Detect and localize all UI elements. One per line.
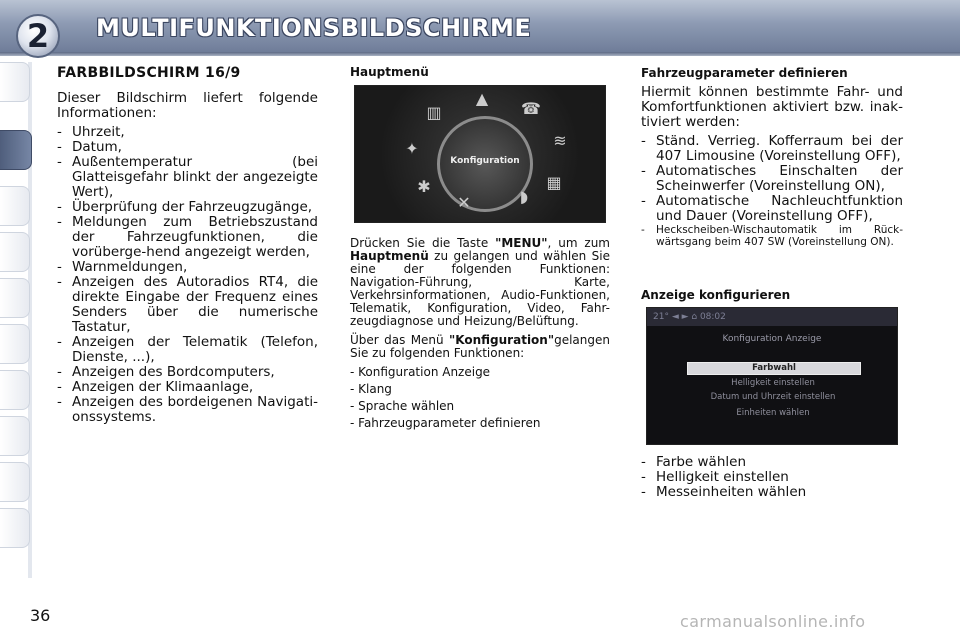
chapter-tab-9[interactable] [0, 462, 30, 502]
tools-icon: ✕ [457, 193, 471, 212]
list-item: - Anzeigen der Klimaanlage, [57, 380, 318, 395]
list-item: - Datum, [57, 140, 318, 155]
chapter-tab-6[interactable] [0, 324, 30, 364]
list-item: - Warnmeldungen, [57, 260, 318, 275]
list-item: - Ständ. Verrieg. Kofferraum bei der 407 Limousine (Voreinstellung OFF), [641, 134, 903, 164]
list-item: - Anzeigen der Telematik (Telefon, Dienste, ...), [57, 335, 318, 365]
menu-instructions [350, 237, 610, 328]
screen-status-bar: 21° ◄ ► ⌂ 08:02 [647, 308, 897, 326]
list-item: - Anzeigen des Bordcomputers, [57, 365, 318, 380]
chapter-tabs [0, 62, 34, 578]
section-title-fahrzeugparameter: Fahrzeugparameter definieren [641, 66, 848, 80]
phone-icon: ☎ [521, 99, 541, 118]
display-config-screenshot [646, 307, 898, 445]
speaker-icon: ◗ [519, 187, 529, 206]
list-item: - Automatisches Einschalten der Scheinwerfer (Voreinstellung ON), [641, 164, 903, 194]
list-item: - Außentemperatur (bei Glatteisgefahr blinkt der angezeigte Wert), [57, 155, 318, 200]
list-item: - Anzeigen des bordeigenen Navigati-onssystems. [57, 395, 318, 425]
text-run: Drücken Sie die Taste [350, 236, 496, 250]
main-menu-screenshot [354, 85, 606, 223]
chapter-tab-3[interactable] [0, 186, 30, 226]
konfiguration-term: "Konfiguration" [449, 333, 555, 347]
list-item: - Heckscheiben-Wischautomatik im Rück-wärtsgang beim 407 SW (Voreinstellung ON). [641, 224, 903, 248]
config-instructions [350, 334, 610, 360]
list-item: - Farbe wählen [641, 455, 903, 470]
info-list [57, 125, 318, 425]
chapter-tab-8[interactable] [0, 416, 30, 456]
list-item: - Klang [350, 382, 392, 396]
fahrzeugparameter-intro: Hiermit können bestimmte Fahr- und Komfortfunktionen aktiviert bzw. inak-tiviert werden: [641, 84, 903, 130]
text-run: Über das Menü [350, 333, 450, 347]
page-number: 36 [30, 606, 51, 625]
list-item: - Anzeigen des Autoradios RT4, die direkte Eingabe der Frequenz eines Senders über die numerische Tastatur, [57, 275, 318, 335]
chapter-tab-7[interactable] [0, 370, 30, 410]
screen-option: Einheiten wählen [736, 408, 810, 418]
chapter-tab-1[interactable] [0, 62, 30, 102]
display-icon: ▦ [546, 173, 562, 192]
screen-menu-title: Konfiguration Anzeige [722, 334, 822, 344]
header-underline [0, 52, 960, 56]
menu-key-label: "MENU" [495, 236, 548, 250]
list-item: - Fahrzeugparameter definieren [350, 416, 541, 430]
list-item: - Konfiguration Anzeige [350, 365, 491, 379]
text-run: zu gelangen und wählen Sie eine der folgenden Funktionen: Navigation-Führung, Karte, Verkehrsinformationen, Audio-Funktionen, Telematik, Konfiguration, Video, Fahr-zeugdiagnose und Heizung/Belüftung. [350, 249, 610, 328]
chapter-tab-5[interactable] [0, 278, 30, 318]
display-options-list [641, 455, 903, 500]
list-item: - Helligkeit einstellen [641, 470, 903, 485]
screen-option-selected: Farbwahl [687, 362, 861, 375]
chapter-tab-2-active[interactable] [0, 130, 32, 170]
section-title-anzeige: Anzeige konfigurieren [641, 288, 791, 302]
intro-text: Dieser Bildschirm liefert folgende Informationen: [57, 90, 318, 121]
chapter-title: MULTIFUNKTIONSBILDSCHIRME [96, 14, 532, 42]
list-item: - Messeinheiten wählen [641, 485, 903, 500]
hauptmenu-term: Hauptmenü [350, 249, 429, 263]
column-fahrzeugparameter [641, 66, 903, 500]
warning-icon: ▲ [475, 89, 489, 108]
column-hauptmenu [350, 66, 610, 434]
list-item: - Uhrzeit, [57, 125, 318, 140]
chapter-tab-10[interactable] [0, 508, 30, 548]
config-function-list [350, 366, 610, 430]
text-run: , um zum [547, 236, 610, 250]
compass-icon: ✦ [405, 139, 419, 158]
screen-option: Helligkeit einstellen [731, 378, 815, 388]
parameter-list [641, 134, 903, 248]
column-farbbildschirm [57, 66, 318, 425]
list-item: - Überprüfung der Fahrzeugzugänge, [57, 200, 318, 215]
text-run: gelangen Sie zu folgenden Funktionen: [350, 333, 610, 360]
list-item: - Automatische Nachleuchtfunktion und Dauer (Voreinstellung OFF), [641, 194, 903, 224]
chapter-number-badge: 2 [16, 14, 60, 58]
list-item: - Meldungen zum Betriebszustand der Fahrzeugfunktionen, die vorüberge-hend angezeigt werden, [57, 215, 318, 260]
book-icon: ▥ [426, 103, 442, 122]
screen-option: Datum und Uhrzeit einstellen [710, 392, 836, 402]
section-title-hauptmenu: Hauptmenü [350, 65, 429, 79]
wheel-center-label: Konfiguration [450, 156, 520, 166]
list-item: - Sprache wählen [350, 399, 455, 413]
watermark-text: carmanualsonline.info [680, 612, 866, 631]
section-title-farbbildschirm: FARBBILDSCHIRM 16/9 [57, 65, 241, 81]
climate-icon: ≋ [553, 131, 567, 150]
vent-icon: ✱ [417, 177, 431, 196]
chapter-tab-4[interactable] [0, 232, 30, 272]
